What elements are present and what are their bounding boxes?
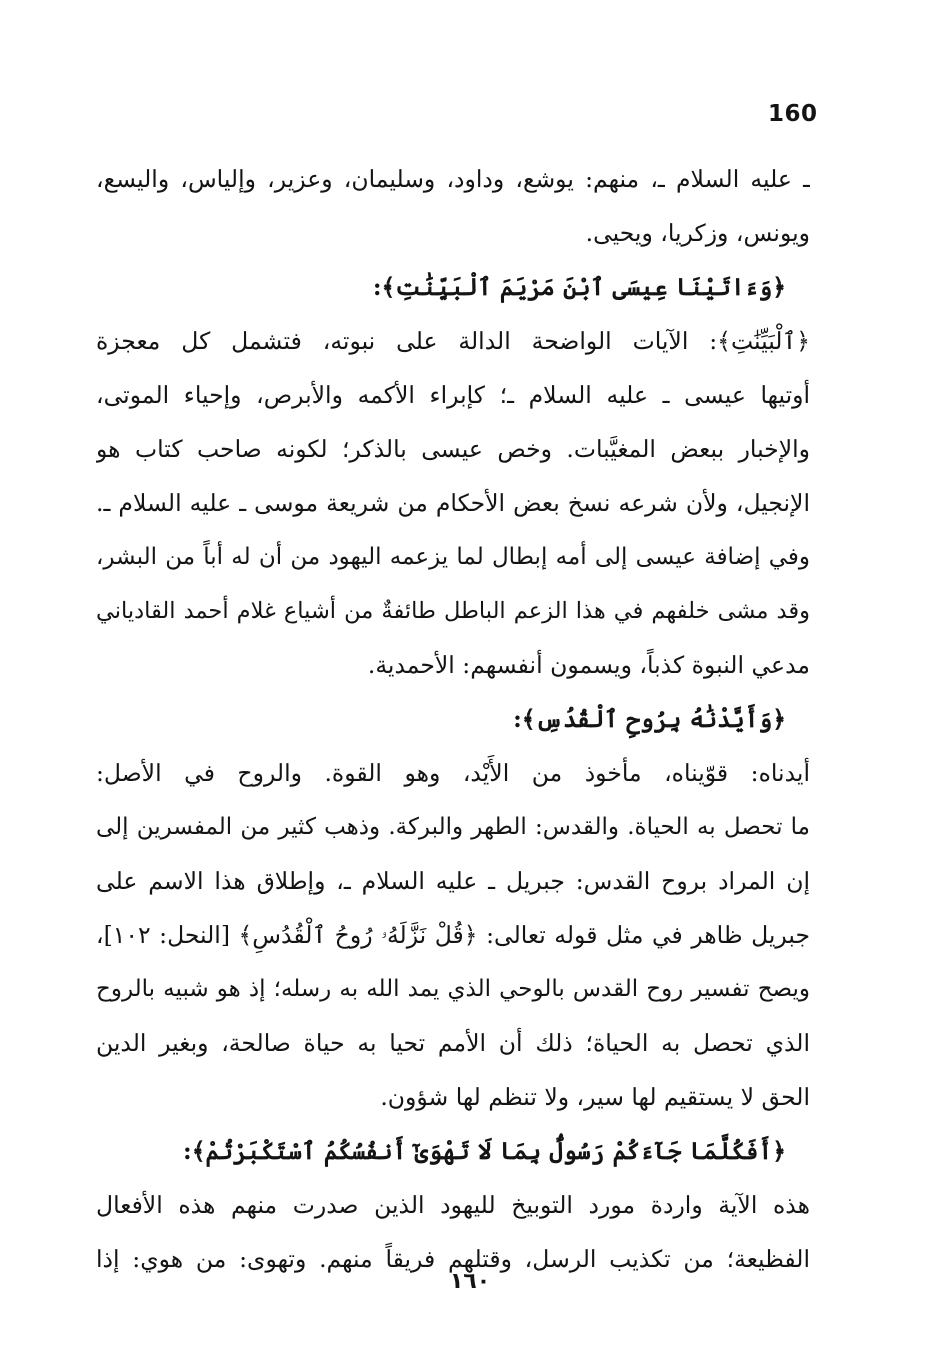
text-line: إن المراد بروح القدس: جبريل ـ عليه السلام ـ، وإطلاق هذا الاسم على xyxy=(96,867,810,895)
text-line: الفظيعة؛ من تكذيب الرسل، وقتلهم فريقاً منهم. وتهوى: من هوي: إذا xyxy=(96,1245,810,1273)
page-body xyxy=(96,152,810,1286)
verse-heading: ﴿وَءَاتَيْنَا عِيسَى ٱبْنَ مَرْيَمَ ٱلْبَيِّنَٰتِ﴾: xyxy=(372,273,786,301)
verse-heading: ﴿أَفَكُلَّمَا جَآءَكُمْ رَسُولٌۢ بِمَا لَا تَهْوَىٰٓ أَنفُسُكُمُ ٱسْتَكْبَرْتُمْ﴾: xyxy=(183,1137,786,1165)
verse-heading: ﴿وَأَيَّدْنَٰهُ بِرُوحِ ٱلْقُدُسِ﴾: xyxy=(513,705,786,733)
text-line: جبريل ظاهر في مثل قوله تعالى: ﴿قُلْ نَزَّلَهُۥ رُوحُ ٱلْقُدُسِ﴾ [النحل: ١٠٢]، xyxy=(96,921,810,949)
text-line: الإنجيل، ولأن شرعه نسخ بعض الأحكام من شريعة موسى ـ عليه السلام ـ. xyxy=(96,489,810,517)
text-line: مدعي النبوة كذباً، ويسمون أنفسهم: الأحمدية. xyxy=(367,651,810,679)
text-line: الذي تحصل به الحياة؛ ذلك أن الأمم تحيا به حياة صالحة، وبغير الدين xyxy=(96,1029,810,1057)
text-line: وفي إضافة عيسى إلى أمه إبطال لما يزعمه اليهود من أن له أباً من البشر، xyxy=(96,544,810,570)
text-line: ـ عليه السلام ـ، منهم: يوشع، وداود، وسليمان، وعزير، وإلياس، واليسع، xyxy=(96,165,810,193)
text-line: ﴿ٱلْبَيِّنَٰتِ﴾: الآيات الواضحة الدالة على نبوته، فتشمل كل معجزة xyxy=(96,327,810,355)
text-line: ويونس، وزكريا، ويحيى. xyxy=(585,219,810,247)
text-line: ما تحصل به الحياة. والقدس: الطهر والبركة. وذهب كثير من المفسرين إلى xyxy=(96,814,810,840)
text-line: أوتيها عيسى ـ عليه السلام ـ؛ كإبراء الأكمه والأبرص، وإحياء الموتى، xyxy=(96,381,810,409)
text-line: هذه الآية واردة مورد التوبيخ لليهود الذين صدرت منهم هذه الأفعال xyxy=(96,1191,810,1219)
text-line: الحق لا يستقيم لها سير، ولا تنظم لها شؤون. xyxy=(380,1083,810,1111)
text-line: أيدناه: قوّيناه، مأخوذ من الأَيْد، وهو القوة. والروح في الأصل: xyxy=(96,759,810,787)
text-line: وقد مشى خلفهم في هذا الزعم الباطل طائفةٌ من أشياع غلام أحمد القادياني xyxy=(96,598,810,624)
page-number-footer: ١٦٠ xyxy=(449,1269,491,1294)
text-line: ويصح تفسير روح القدس بالوحي الذي يمد الله به رسله؛ إذ هو شبيه بالروح xyxy=(96,976,810,1002)
text-line: والإخبار ببعض المغيَّبات. وخص عيسى بالذكر؛ لكونه صاحب كتاب هو xyxy=(96,435,810,463)
page-number-header: 160 xyxy=(768,101,818,127)
